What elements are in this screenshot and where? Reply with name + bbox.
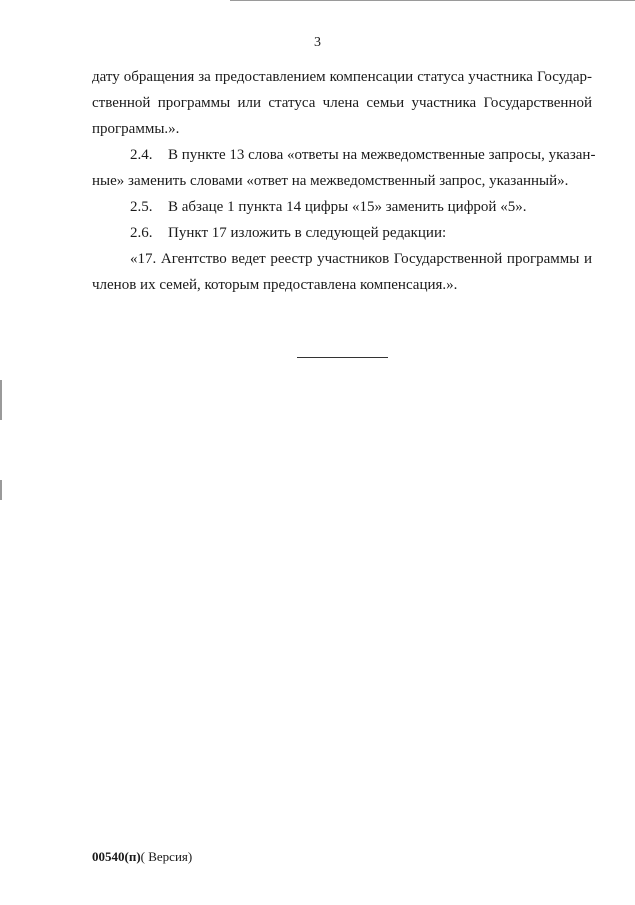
item-text: В пункте 13 слова «ответы на межведомственные запросы, указан- bbox=[168, 147, 596, 163]
page-number: 3 bbox=[314, 35, 321, 50]
scan-left-mark bbox=[0, 480, 2, 500]
text-line: «17. Агентство ведет реестр участников Государственной программы и bbox=[130, 251, 592, 267]
text-line: членов их семей, которым предоставлена компенсация.». bbox=[92, 277, 458, 293]
paragraph-continuation bbox=[92, 64, 592, 142]
item-text: Пункт 17 изложить в следующей редакции: bbox=[168, 225, 447, 241]
paragraph-2-6 bbox=[92, 220, 592, 246]
text-line bbox=[92, 142, 596, 168]
document-body bbox=[92, 64, 596, 298]
document-version: ( Версия) bbox=[140, 849, 193, 864]
item-number: 2.6. bbox=[130, 225, 153, 241]
scan-top-border bbox=[230, 0, 635, 1]
text-line bbox=[92, 194, 592, 220]
item-text: В абзаце 1 пункта 14 цифры «15» заменить цифрой «5». bbox=[168, 199, 527, 215]
document-code: 00540(п) bbox=[92, 849, 141, 864]
paragraph-2-4 bbox=[92, 142, 596, 194]
text-line bbox=[92, 220, 592, 246]
text-line: ственной программы или статуса члена семьи участника Государственной bbox=[92, 95, 592, 111]
item-number: 2.4. bbox=[130, 147, 153, 163]
document-footer bbox=[92, 849, 192, 865]
paragraph-2-5 bbox=[92, 194, 592, 220]
text-line: ные» заменить словами «ответ на межведомственный запрос, указанный». bbox=[92, 173, 569, 189]
item-number: 2.5. bbox=[130, 199, 153, 215]
text-line: программы.». bbox=[92, 121, 180, 137]
paragraph-quote-17 bbox=[92, 246, 592, 298]
scan-left-mark bbox=[0, 380, 2, 420]
section-separator bbox=[297, 357, 388, 358]
text-line: дату обращения за предоставлением компенсации статуса участника Государ- bbox=[92, 69, 592, 85]
